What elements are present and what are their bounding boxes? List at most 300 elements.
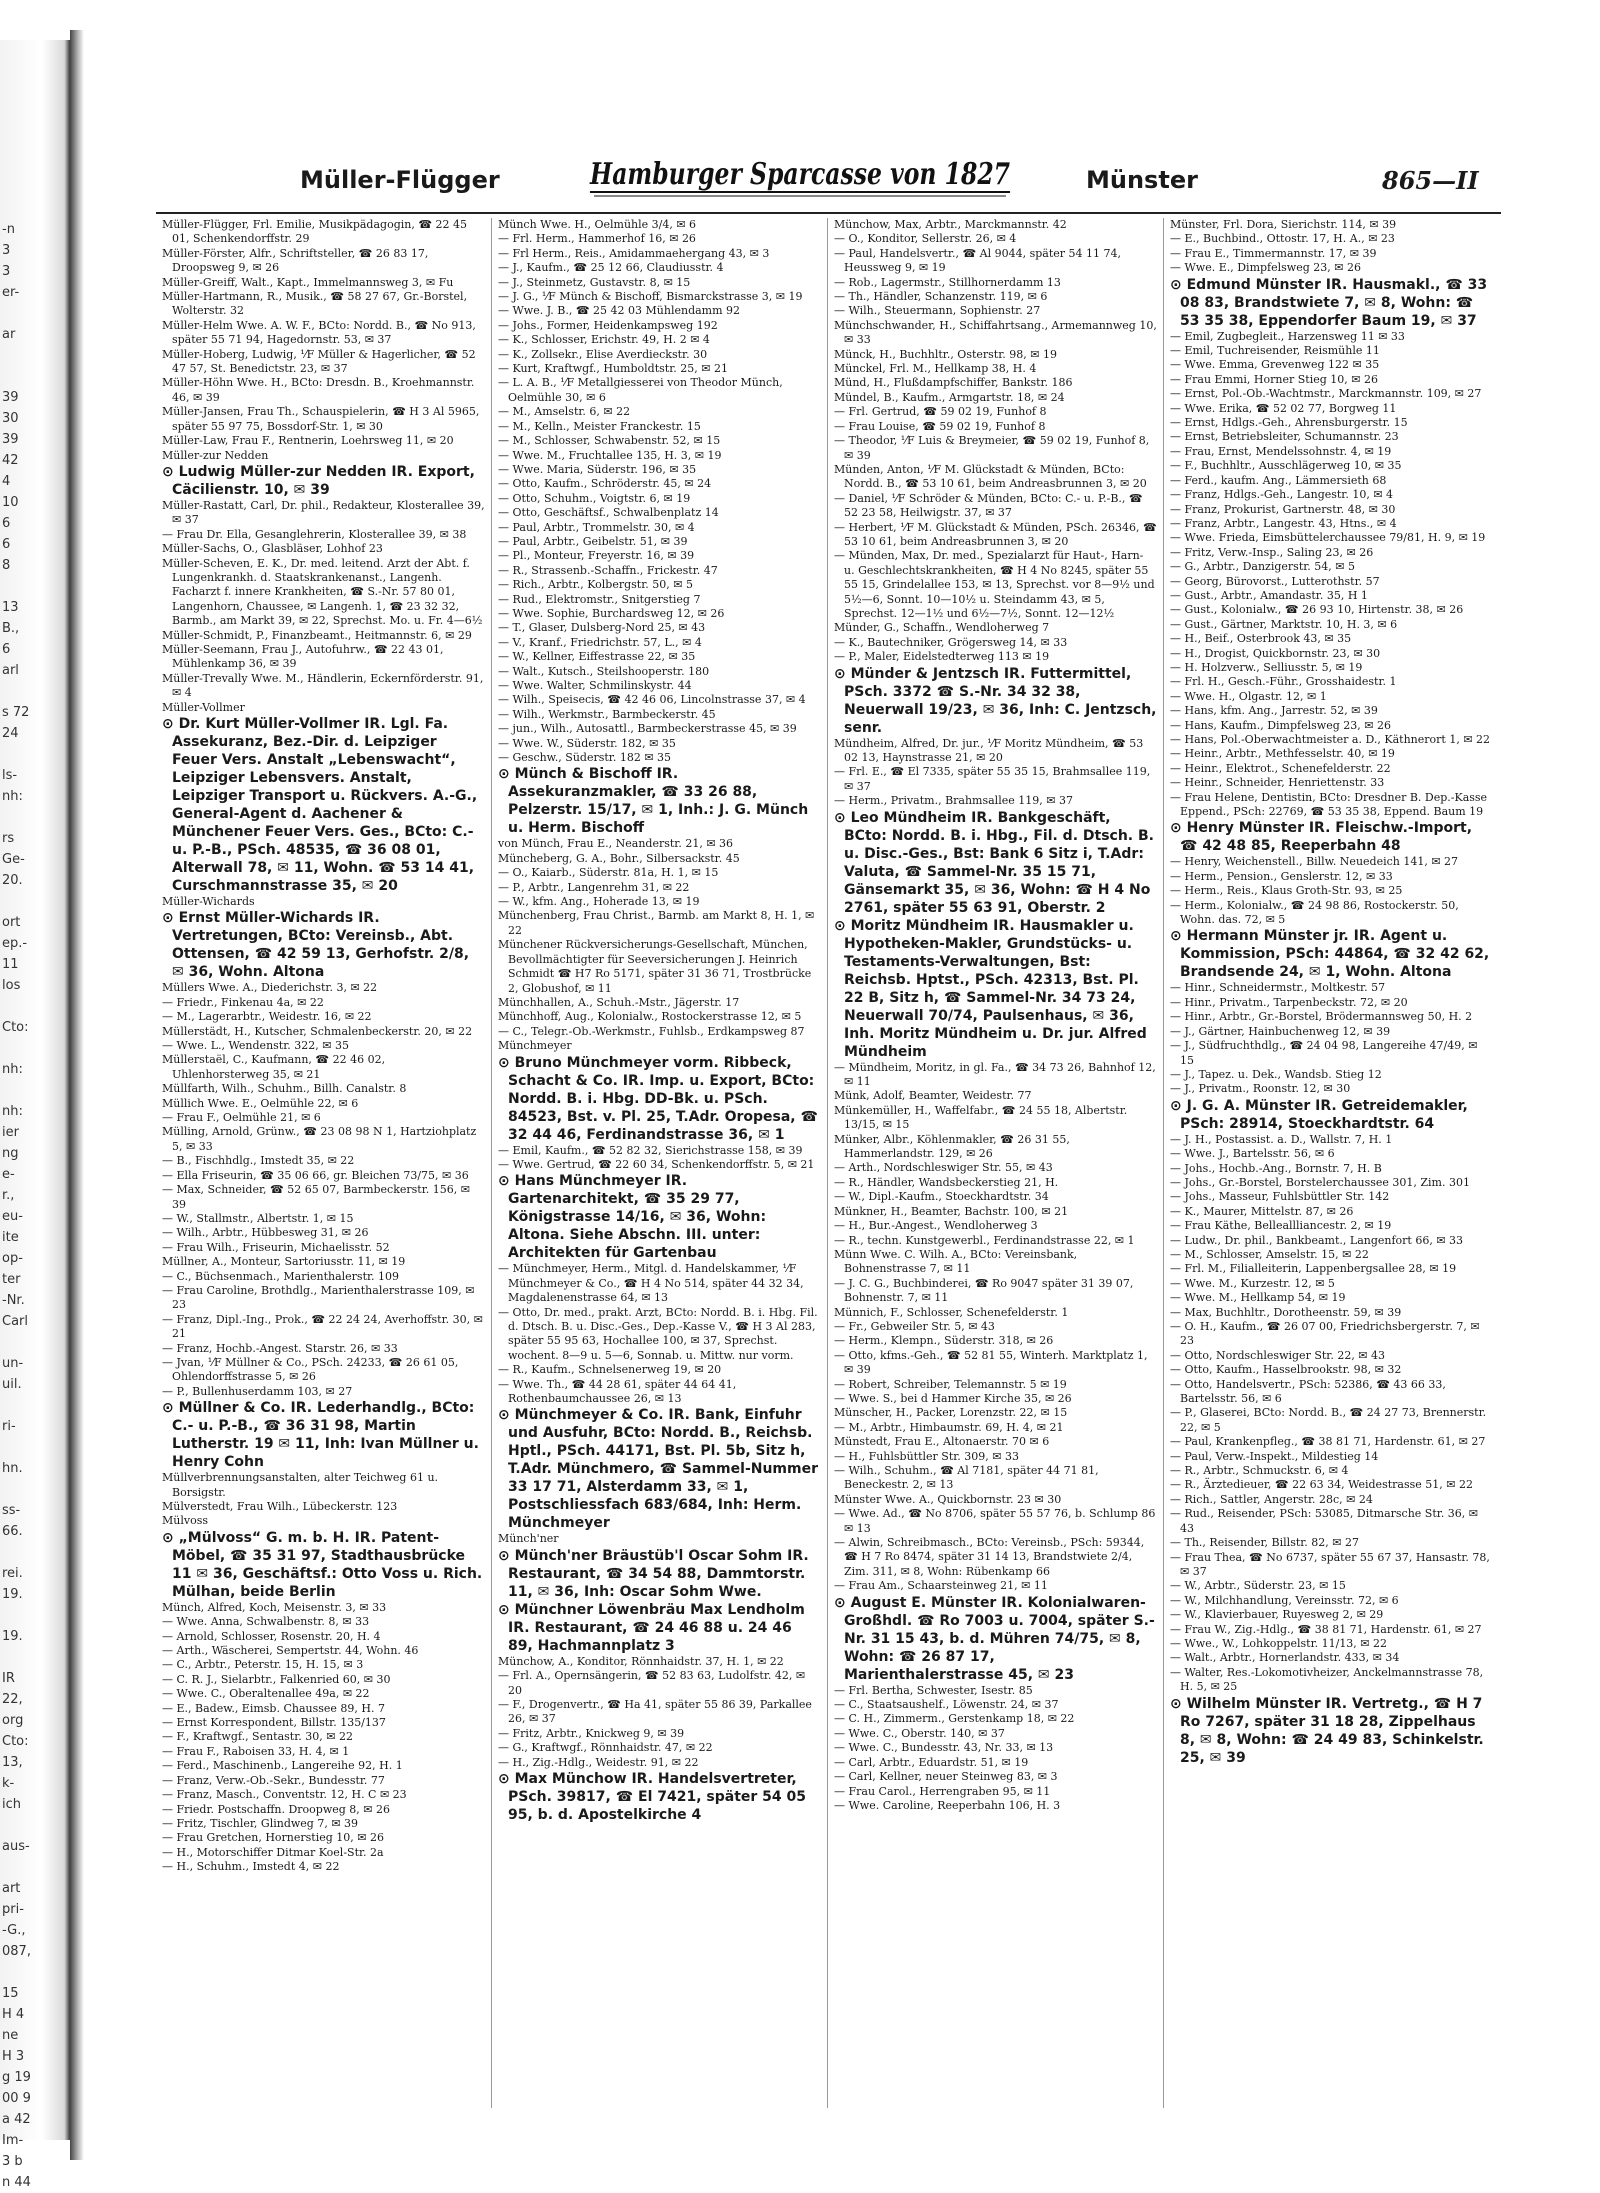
directory-entry: — Theodor, ⅟F Luis & Breymeier, ☎ 59 02 19, Funhof 8, ✉ 39 xyxy=(834,434,1150,462)
entry-columns xyxy=(156,218,1501,2108)
column-2 xyxy=(492,218,828,2108)
directory-entry: — Wwe. Ad., ☎ No 8706, später 55 57 76, b. Schlump 86 ✉ 13 xyxy=(834,1507,1156,1535)
margin-fragment: e- xyxy=(2,1167,15,1182)
directory-entry: — Frau Louise, ☎ 59 02 19, Funhof 8 xyxy=(834,419,1046,433)
directory-entry: — Hinr., Privatm., Tarpenbeckstr. 72, ✉ 20 xyxy=(1170,995,1408,1009)
margin-fragment: 087, xyxy=(2,1944,31,1959)
directory-entry: Münn Wwe. C. Wilh. A., BCto: Vereinsbank, Bohnenstrasse 7, ✉ 11 xyxy=(834,1247,1078,1276)
directory-entry: — Mündheim, Moritz, in gl. Fa., ☎ 34 73 26, Bahnhof 12, ✉ 11 xyxy=(834,1060,1156,1089)
directory-entry: — Walter, Res.-Lokomotivheizer, Anckelmannstrasse 78, H. 5, ✉ 25 xyxy=(1170,1665,1484,1694)
directory-entry: — Henry, Weichenstell., Billw. Neuedeich 141, ✉ 27 xyxy=(1170,855,1459,869)
margin-fragment: rs xyxy=(2,831,15,846)
directory-entry: — V., Kranf., Friedrichstr. 57, L., ✉ 4 xyxy=(498,635,702,649)
directory-entry: — Otto, Handelsvertr., PSch: 52386, ☎ 43 66 33, Bartelsstr. 56, ✉ 6 xyxy=(1170,1377,1446,1406)
directory-entry: — Th., Händler, Schanzenstr. 119, ✉ 6 xyxy=(834,290,1048,304)
directory-entry: Müller-Vollmer xyxy=(162,700,245,714)
directory-entry: Müncheberg, G. A., Bohr., Silbersackstr. 45 xyxy=(498,851,740,865)
directory-entry: — Frau, Ernst, Mendelssohnstr. 4, ✉ 19 xyxy=(1170,444,1392,458)
directory-entry: — Wwe. W., Süderstr. 182, ✉ 35 xyxy=(498,736,676,750)
directory-entry: — Rich., Arbtr., Kolbergstr. 50, ✉ 5 xyxy=(498,578,693,592)
directory-entry: — Franz, Dipl.-Ing., Prok., ☎ 22 24 24, Averhoffstr. 30, ✉ 21 xyxy=(162,1312,483,1341)
directory-entry: — Franz, Hochb.-Angest. Starstr. 26, ✉ 33 xyxy=(162,1341,398,1355)
margin-fragment: aus- xyxy=(2,1839,30,1854)
directory-entry: — Franz, Verw.-Ob.-Sekr., Bundesstr. 77 xyxy=(162,1773,385,1787)
directory-entry: — Pl., Monteur, Freyerstr. 16, ✉ 39 xyxy=(498,549,695,563)
directory-entry: — P., Arbtr., Langenrehm 31, ✉ 22 xyxy=(498,880,690,894)
margin-fragment: Carl xyxy=(2,1314,28,1329)
directory-entry: — Frau F., Raboisen 33, H. 4, ✉ 1 xyxy=(162,1744,350,1758)
directory-entry: Müllers Wwe. A., Diederichstr. 3, ✉ 22 xyxy=(162,981,378,995)
directory-entry: — W., Arbtr., Süderstr. 23, ✉ 15 xyxy=(1170,1579,1346,1593)
directory-entry: — Frau W., Zig.-Hdlg., ☎ 38 81 71, Hardenstr. 61, ✉ 27 xyxy=(1170,1622,1482,1636)
directory-entry: Müllich Wwe. E., Oelmühle 22, ✉ 6 xyxy=(162,1096,359,1110)
directory-entry: — Otto, Geschäftsf., Schwalbenplatz 14 xyxy=(498,506,719,520)
directory-entry: — Emil, Kaufm., ☎ 52 82 32, Sierichstrasse 158, ✉ 39 xyxy=(498,1143,803,1157)
directory-entry: — W., Klavierbauer, Ruyesweg 2, ✉ 29 xyxy=(1170,1608,1384,1622)
directory-entry: — T., Glaser, Dulsberg-Nord 25, ✉ 43 xyxy=(498,621,706,635)
directory-entry: Münchener Rückversicherungs-Gesellschaft, München, Bevollmächtigter für Seeversicherungen J. Heinrich Schmidt ☎ H7 Ro 5171, später 31 36 71, Trostbrücke 2, Globushof, ✉ 11 xyxy=(498,938,812,995)
directory-entry: — W., Dipl.-Kaufm., Stoeckhardtstr. 34 xyxy=(834,1190,1049,1204)
directory-entry: — Wilh., Speisecis, ☎ 42 46 06, Lincolnstrasse 37, ✉ 4 xyxy=(498,693,806,707)
directory-entry: — Fritz, Verw.-Insp., Saling 23, ✉ 26 xyxy=(1170,545,1374,559)
directory-entry: — P., Glaserei, BCto: Nordd. B., ☎ 24 27 73, Brennerstr. 22, ✉ 5 xyxy=(1170,1406,1487,1434)
directory-entry: — Frl. Gertrud, ☎ 59 02 19, Funhof 8 xyxy=(834,405,1047,419)
directory-entry: — Frl. A., Opernsängerin, ☎ 52 83 63, Ludolfstr. 42, ✉ 20 xyxy=(498,1669,806,1697)
page-header xyxy=(86,120,1506,210)
margin-fragment: 3 b xyxy=(2,2154,23,2169)
directory-entry: Müller-Flügger, Frl. Emilie, Musikpädagogin, ☎ 22 45 01, Schenkendorffstr. 29 xyxy=(162,218,468,246)
margin-fragment: IR xyxy=(2,1671,15,1686)
margin-fragment: H 4 xyxy=(2,2007,25,2022)
directory-entry: — Rich., Sattler, Angerstr. 28c, ✉ 24 xyxy=(1170,1492,1373,1506)
directory-entry: — Friedr. Postschaffn. Droopweg 8, ✉ 26 xyxy=(162,1802,391,1816)
directory-entry: Münchmeyer xyxy=(498,1039,572,1053)
directory-entry: — Wwe. C., Bundesstr. 43, Nr. 33, ✉ 13 xyxy=(834,1741,1054,1755)
directory-entry: Münd, H., Flußdampfschiffer, Bankstr. 186 xyxy=(834,376,1073,390)
directory-entry: — Daniel, ⅟F Schröder & Münden, BCto: C.- u. P.-B., ☎ 52 23 58, Heilwigstr. 37, ✉ 37 xyxy=(834,491,1143,520)
directory-entry: ⊙ Max Münchow IR. Handelsvertreter, PSch. 39817, ☎ El 7421, später 54 05 95, b. d. Apostelkirche 4 xyxy=(498,1771,807,1824)
directory-entry: — Frau Helene, Dentistin, BCto: Dresdner B. Dep.-Kasse Eppend., PSch: 22769, ☎ 53 35 38, Eppend. Baum 19 xyxy=(1170,790,1488,819)
directory-entry: — G., Arbtr., Danzigerstr. 54, ✉ 5 xyxy=(1170,560,1355,574)
directory-entry: Münstedt, Frau E., Altonaerstr. 70 ✉ 6 xyxy=(834,1435,1050,1449)
directory-entry: — Paul, Krankenpfleg., ☎ 38 81 71, Hardenstr. 61, ✉ 27 xyxy=(1170,1435,1486,1449)
margin-fragment: ri- xyxy=(2,1419,16,1434)
directory-entry: — O., Konditor, Sellerstr. 26, ✉ 4 xyxy=(834,232,1017,246)
directory-entry: — Herm., Pension., Genslerstr. 12, ✉ 33 xyxy=(1170,869,1393,883)
margin-fragment: -G., xyxy=(2,1923,26,1938)
directory-entry: — Otto, Dr. med., prakt. Arzt, BCto: Nordd. B. i. Hbg. Fil. d. Dtsch. B. u. Disc.-Ges., Dep.-Kasse V., ☎ H 3 Al 283, später 55 95 63, Hochallee 100, ✉ 37, Sprechst. wochent. 8—9 u. 5—6, Sonnab. u. Mittw. nur vorm. xyxy=(498,1305,818,1362)
margin-fragment: art xyxy=(2,1881,21,1896)
directory-entry: — E., Buchbind., Ottostr. 17, H. A., ✉ 23 xyxy=(1170,232,1395,246)
directory-entry: — Wwe. J. B., ☎ 25 42 03 Mühlendamm 92 xyxy=(498,304,741,318)
directory-entry: — Frau Carol., Herrengraben 95, ✉ 11 xyxy=(834,1784,1051,1798)
margin-fragment: hn. xyxy=(2,1461,23,1476)
directory-entry: Müller-Seemann, Frau J., Autofuhrw., ☎ 22 43 01, Mühlenkamp 36, ✉ 39 xyxy=(162,642,444,671)
directory-entry: — Johs., Masseur, Fuhlsbüttler Str. 142 xyxy=(1170,1190,1390,1204)
directory-entry: — B., Fischhdlg., Imstedt 35, ✉ 22 xyxy=(162,1154,355,1168)
directory-entry: ⊙ „Mülvoss“ G. m. b. H. IR. Patent-Möbel, ☎ 35 31 97, Stadthausbrücke 11 ✉ 36, Geschäftsf.: Otto Voss u. Rich. Mülhan, beide Berlin xyxy=(162,1529,483,1600)
directory-entry: — W., Kellner, Eiffestrasse 22, ✉ 35 xyxy=(498,650,696,664)
margin-fragment: 39 xyxy=(2,432,19,447)
directory-entry: — Herm., Privatm., Brahmsallee 119, ✉ 37 xyxy=(834,794,1073,808)
directory-entry: Müller-zur Nedden xyxy=(162,448,269,462)
directory-entry: — Wwe. S., bei d Hammer Kirche 35, ✉ 26 xyxy=(834,1391,1072,1405)
margin-fragment: ls- xyxy=(2,768,18,783)
directory-entry: — Franz, Prokurist, Gartnerstr. 48, ✉ 30 xyxy=(1170,502,1396,516)
directory-entry: ⊙ Münchmeyer & Co. IR. Bank, Einfuhr und Ausfuhr, BCto: Nordd. B., Reichsb. Hptl., PSch. 44171, Bst. Pl. 5b, Sitz h, T.Adr. Münchmero, ☎ Sammel-Nummer 33 17 71, Alsterdamm 33, ✉ 1, Postschliessfach 683/684, Inh: Herm. Münchmeyer xyxy=(498,1407,819,1532)
directory-entry: — Carl, Arbtr., Eduardstr. 51, ✉ 19 xyxy=(834,1755,1029,1769)
directory-entry: — R., Ärztedieuer, ☎ 22 63 34, Weidestrasse 51, ✉ 22 xyxy=(1170,1478,1473,1492)
directory-entry: Münk, Adolf, Beamter, Weidestr. 77 xyxy=(834,1089,1032,1103)
directory-entry: — Kurt, Kraftwgf., Humboldtstr. 25, ✉ 21 xyxy=(498,362,728,376)
directory-entry: — Ferd., Maschinenb., Langereihe 92, H. 1 xyxy=(162,1759,403,1773)
column-3 xyxy=(828,218,1164,2108)
directory-entry: — Rud., Reisender, PSch: 53085, Ditmarsche Str. 36, ✉ 43 xyxy=(1170,1507,1479,1535)
directory-entry: — Jvan, ⅟F Müllner & Co., PSch. 24233, ☎ 26 61 05, Ohlendorffstrasse 5, ✉ 26 xyxy=(162,1355,459,1384)
margin-fragment: nh: xyxy=(2,789,23,804)
directory-entry: — Heinr., Arbtr., Methfesselstr. 40, ✉ 19 xyxy=(1170,747,1395,761)
directory-entry: Müller-Hartmann, R., Musik., ☎ 58 27 67, Gr.-Borstel, Wolterstr. 32 xyxy=(162,290,468,318)
directory-entry: — E., Badew., Eimsb. Chaussee 89, H. 7 xyxy=(162,1701,385,1715)
directory-entry: ⊙ August E. Münster IR. Kolonialwaren-Großhdl. ☎ Ro 7003 u. 7004, später S.-Nr. 31 15 43, b. d. Mühren 74/75, ✉ 8, Wohn: ☎ 26 87 17, Marienthalerstrasse 45, ✉ 23 xyxy=(834,1594,1155,1683)
directory-entry: von Münch, Frau E., Neanderstr. 21, ✉ 36 xyxy=(498,837,734,851)
margin-fragment: 6 xyxy=(2,537,11,552)
directory-entry: ⊙ J. G. A. Münster IR. Getreidemakler, PSch: 28914, Stoeckhardtstr. 64 xyxy=(1170,1097,1468,1132)
directory-entry: — Wwe. M., Kurzestr. 12, ✉ 5 xyxy=(1170,1276,1335,1290)
directory-entry: — Otto, kfms.-Geh., ☎ 52 81 55, Winterh. Marktplatz 1, ✉ 39 xyxy=(834,1348,1148,1377)
directory-entry: — J., Kaufm., ☎ 25 12 66, Claudiusstr. 4 xyxy=(498,261,724,275)
header-first-name: Müller-Flügger xyxy=(300,166,500,194)
directory-entry: — Wwe. C., Oberaltenallee 49a, ✉ 22 xyxy=(162,1687,370,1701)
margin-fragment: r., xyxy=(2,1188,15,1203)
directory-entry: — Wwe. M., Fruchtallee 135, H. 3, ✉ 19 xyxy=(498,448,722,462)
directory-entry: — jun., Wilh., Autosattl., Barmbeckerstrasse 45, ✉ 39 xyxy=(498,722,797,736)
directory-entry: — Frau Wilh., Friseurin, Michaelisstr. 52 xyxy=(162,1240,390,1254)
directory-entry: — J., Südfruchthdlg., ☎ 24 04 98, Langereihe 47/49, ✉ 15 xyxy=(1170,1039,1478,1067)
directory-entry: — Hinr., Schneidermstr., Moltkestr. 57 xyxy=(1170,981,1386,995)
directory-entry: ⊙ Münder & Jentzsch IR. Futtermittel, PSch. 3372 ☎ S.-Nr. 34 32 38, Neuerwall 19/23, ✉ 36, Inh: C. Jentzsch, senr. xyxy=(834,665,1157,736)
directory-entry: Münck, H., Buchhltr., Osterstr. 98, ✉ 19 xyxy=(834,347,1057,361)
directory-entry: Müller-Förster, Alfr., Schriftsteller, ☎ 26 83 17, Droopsweg 9, ✉ 26 xyxy=(162,246,429,275)
directory-entry: — Frau F., Oelmühle 21, ✉ 6 xyxy=(162,1111,321,1125)
margin-fragment: ter xyxy=(2,1272,21,1287)
directory-entry: — F., Buchhltr., Ausschlägerweg 10, ✉ 35 xyxy=(1170,459,1402,473)
directory-entry: — C., Büchsenmach., Marienthalerstr. 109 xyxy=(162,1269,400,1283)
directory-entry: — C., Telegr.-Ob.-Werkmstr., Fuhlsb., Erdkampsweg 87 xyxy=(498,1024,805,1038)
directory-entry: — R., techn. Kunstgewerbl., Ferdinandstrasse 22, ✉ 1 xyxy=(834,1233,1135,1247)
directory-entry: — Hinr., Arbtr., Gr.-Borstel, Brödermannsweg 50, H. 2 xyxy=(1170,1010,1473,1024)
directory-entry: ⊙ Hermann Münster jr. IR. Agent u. Kommission, PSch: 44864, ☎ 32 42 62, Brandsende 24, ✉ 1, Wohn. Altona xyxy=(1170,928,1490,981)
directory-entry: Müller-Rastatt, Carl, Dr. phil., Redakteur, Klosterallee 39, ✉ 37 xyxy=(162,498,485,527)
margin-fragment: nh: xyxy=(2,1104,23,1119)
binding-shadow xyxy=(70,30,84,2160)
margin-fragment: ng xyxy=(2,1146,19,1161)
directory-entry: Mülvoss xyxy=(162,1514,208,1528)
margin-fragment: ich xyxy=(2,1797,21,1812)
directory-entry: — Frl. E., ☎ El 7335, später 55 35 15, Brahmsallee 119, ✉ 37 xyxy=(834,765,1151,793)
margin-fragment: 3 xyxy=(2,264,11,279)
directory-entry: Münder, G., Schaffn., Wendloherweg 7 xyxy=(834,621,1050,635)
directory-entry: — Gust., Arbtr., Amandastr. 35, H 1 xyxy=(1170,588,1368,602)
directory-entry: — F., Drogenvertr., ☎ Ha 41, später 55 86 39, Parkallee 26, ✉ 37 xyxy=(498,1698,812,1726)
column-4 xyxy=(1164,218,1500,2108)
directory-entry: — Frau Gretchen, Hornerstieg 10, ✉ 26 xyxy=(162,1831,384,1845)
directory-entry: Münster Wwe. A., Quickbornstr. 23 ✉ 30 xyxy=(834,1492,1062,1506)
directory-entry: ⊙ Münch'ner Bräustüb'l Oscar Sohm IR. Restaurant, ☎ 34 54 88, Dammtorstr. 11, ✉ 36, Inh: Oscar Sohm Wwe. xyxy=(498,1547,809,1600)
directory-entry: — M., Arbtr., Himbaumstr. 69, H. 4, ✉ 21 xyxy=(834,1420,1064,1434)
directory-entry: — Herm., Klempn., Süderstr. 318, ✉ 26 xyxy=(834,1334,1054,1348)
directory-entry: — Fr., Gebweiler Str. 5, ✉ 43 xyxy=(834,1319,995,1333)
directory-entry: — R., Strassenb.-Schaffn., Frickestr. 47 xyxy=(498,563,718,577)
directory-entry: — Max, Buchhltr., Dorotheenstr. 59, ✉ 39 xyxy=(1170,1305,1402,1319)
directory-entry: — Otto, Kaufm., Schröderstr. 45, ✉ 24 xyxy=(498,477,712,491)
margin-fragment: 24 xyxy=(2,726,19,741)
directory-entry: Müller-Schmidt, P., Finanzbeamt., Heitmannstr. 6, ✉ 29 xyxy=(162,628,472,642)
directory-entry: — Fritz, Arbtr., Knickweg 9, ✉ 39 xyxy=(498,1726,685,1740)
directory-entry: — H., Drogist, Quickbornstr. 23, ✉ 30 xyxy=(1170,646,1381,660)
directory-entry: — Frau E., Timmermannstr. 17, ✉ 39 xyxy=(1170,246,1377,260)
directory-entry: — Frau Caroline, Brothdlg., Marienthalerstrasse 109, ✉ 23 xyxy=(162,1283,475,1312)
margin-fragment: 15 xyxy=(2,1986,19,2001)
directory-entry: ⊙ Wilhelm Münster IR. Vertretg., ☎ H 7 Ro 7267, später 31 18 28, Zippelhaus 8, ✉ 8, Wohn: ☎ 24 49 83, Schinkelstr. 25, ✉ 39 xyxy=(1170,1695,1484,1766)
margin-fragment: 39 xyxy=(2,390,19,405)
directory-entry: — Ernst, Betriebsleiter, Schumannstr. 23 xyxy=(1170,430,1399,444)
margin-fragment: ar xyxy=(2,327,16,342)
directory-entry: — Wwe. Emma, Grevenweg 122 ✉ 35 xyxy=(1170,358,1380,372)
margin-fragment: 66. xyxy=(2,1524,23,1539)
directory-entry: Müllverbrennungsanstalten, alter Teichweg 61 u. Borsigstr. xyxy=(162,1471,439,1499)
directory-entry: — Münchmeyer, Herm., Mitgl. d. Handelskammer, ⅟F Münchmeyer & Co., ☎ H 4 No 514, später 44 32 34, Magdalenenstrasse 64, ✉ 13 xyxy=(498,1262,804,1305)
directory-entry: Müller-Helm Wwe. A. W. F., BCto: Nordd. B., ☎ No 913, später 55 71 94, Hagedornstr. 53, ✉ 37 xyxy=(162,318,476,347)
margin-fragment: pri- xyxy=(2,1902,24,1917)
directory-entry: — Hans, kfm. Ang., Jarrestr. 52, ✉ 39 xyxy=(1170,704,1378,718)
margin-fragment: op- xyxy=(2,1251,23,1266)
directory-entry: — Wilh., Arbtr., Hübbesweg 31, ✉ 26 xyxy=(162,1226,369,1240)
directory-entry: Münden, Anton, ⅟F M. Glückstadt & Münden, BCto: Nordd. B., ☎ 53 10 61, beim Andreasbrunnen 3, ✉ 20 xyxy=(834,462,1147,491)
directory-entry: — Frl Herm., Reis., Amidammaehergang 43, ✉ 3 xyxy=(498,246,770,260)
directory-entry: — Ernst Korrespondent, Billstr. 135/137 xyxy=(162,1716,386,1730)
directory-entry: — Hans, Pol.-Oberwachtmeister a. D., Käthnerort 1, ✉ 22 xyxy=(1170,733,1491,746)
margin-fragment: Ge- xyxy=(2,852,25,867)
directory-entry: — Frau Am., Schaarsteinweg 21, ✉ 11 xyxy=(834,1579,1048,1593)
directory-entry: — Wilh., Werkmstr., Barmbeckerstr. 45 xyxy=(498,707,716,721)
margin-fragment: 20. xyxy=(2,873,23,888)
directory-entry: — Wilh., Steuermann, Sophienstr. 27 xyxy=(834,304,1041,318)
directory-entry: Mündel, B., Kaufm., Armgartstr. 18, ✉ 24 xyxy=(834,390,1065,404)
sparcasse-logo xyxy=(586,142,1026,202)
directory-entry: ⊙ Ernst Müller-Wichards IR. Vertretungen, BCto: Vereinsb., Abt. Ottensen, ☎ 42 59 13, Gerhofstr. 2/8, ✉ 36, Wohn. Altona xyxy=(162,910,470,981)
directory-entry: ⊙ Münch & Bischoff IR. Assekuranzmakler, ☎ 33 26 88, Pelzerstr. 15/17, ✉ 1, Inh.: J. G. Münch u. Herm. Bischoff xyxy=(498,766,809,837)
margin-fragment: 00 9 xyxy=(2,2091,31,2106)
directory-entry: — C. R. J., Sielarbtr., Falkenried 60, ✉ 30 xyxy=(162,1672,391,1686)
directory-entry: Müllerstaël, C., Kaufmann, ☎ 22 46 02, Uhlenhorsterweg 35, ✉ 21 xyxy=(162,1053,386,1081)
directory-entry: — Wwe. C., Oberstr. 140, ✉ 37 xyxy=(834,1726,1005,1740)
directory-entry: — Wwe. Maria, Süderstr. 196, ✉ 35 xyxy=(498,462,697,476)
sparcasse-logo-graphic xyxy=(586,142,1026,202)
directory-entry: — Emil, Tuchreisender, Reismühle 11 xyxy=(1170,344,1380,358)
margin-fragment: 8 xyxy=(2,558,11,573)
directory-entry: — Otto, Schuhm., Voigtstr. 6, ✉ 19 xyxy=(498,491,691,505)
directory-entry: — W., Stallmstr., Albertstr. 1, ✉ 15 xyxy=(162,1211,354,1225)
directory-entry: — Wwe. Erika, ☎ 52 02 77, Borgweg 11 xyxy=(1170,401,1397,415)
directory-entry: — P., Maler, Eidelstedterweg 113 ✉ 19 xyxy=(834,650,1050,664)
directory-entry: — Franz, Arbtr., Langestr. 43, Htns., ✉ 4 xyxy=(1170,516,1397,530)
margin-fragment: un- xyxy=(2,1356,24,1371)
directory-entry: — H., Motorschiffer Ditmar Koel-Str. 2a xyxy=(162,1845,384,1859)
margin-fragment: 3 xyxy=(2,243,11,258)
directory-entry: — M., Kelln., Meister Franckestr. 15 xyxy=(498,419,701,433)
directory-entry: — Gust., Kolonialw., ☎ 26 93 10, Hirtenstr. 38, ✉ 26 xyxy=(1170,603,1464,617)
margin-fragment: 6 xyxy=(2,516,11,531)
directory-entry: ⊙ Leo Mündheim IR. Bankgeschäft, BCto: Nordd. B. i. Hbg., Fil. d. Dtsch. B. u. Disc.-Ges., Bst: Bank 6 Sitz i, T.Adr: Valuta, ☎ Sammel-Nr. 35 15 71, Gänsemarkt 35, ✉ 36, Wohn: ☎ H 4 No 2761, später 55 63 91, Oberstr. 2 xyxy=(834,809,1154,916)
directory-entry: — J., Gärtner, Hainbuchenweg 12, ✉ 39 xyxy=(1170,1024,1391,1038)
directory-entry: Münch, Alfred, Koch, Meisenstr. 3, ✉ 33 xyxy=(162,1600,387,1614)
directory-entry: Mündheim, Alfred, Dr. jur., ⅟F Moritz Mündheim, ☎ 53 02 13, Haynstrasse 21, ✉ 20 xyxy=(834,736,1144,764)
directory-entry: ⊙ Moritz Mündheim IR. Hausmakler u. Hypotheken-Makler, Grundstücks- u. Testaments-Verwaltungen, Bst: Reichsb. Hptst., PSch. 42313, Bst. Pl. 22 B, Sitz h, ☎ Sammel-Nr. 34 73 24, Neuerwall 70/74, Paulsenhaus, ✉ 36, Inh. Moritz Mündheim u. Dr. jur. Alfred Mündheim xyxy=(834,917,1147,1060)
directory-entry: — Franz, Masch., Conventstr. 12, H. C ✉ 23 xyxy=(162,1788,407,1802)
directory-entry: Münchschwander, H., Schiffahrtsang., Armemannweg 10, ✉ 33 xyxy=(834,318,1157,347)
directory-entry: ⊙ Edmund Münster IR. Hausmakl., ☎ 33 08 83, Brandstwiete 7, ✉ 8, Wohn: ☎ 53 35 38, Eppendorfer Baum 19, ✉ 37 xyxy=(1170,276,1488,329)
directory-entry: — R., Arbtr., Schmuckstr. 6, ✉ 4 xyxy=(1170,1464,1349,1478)
header-last-name: Münster xyxy=(1086,166,1198,194)
directory-entry: — H., Schuhm., Imstedt 4, ✉ 22 xyxy=(162,1860,340,1874)
directory-entry: — Heinr., Schneider, Henriettenstr. 33 xyxy=(1170,776,1385,790)
margin-fragment: 13 xyxy=(2,600,19,615)
directory-entry: — Wwe. Gertrud, ☎ 22 60 34, Schenkendorffstr. 5, ✉ 21 xyxy=(498,1157,815,1171)
directory-entry: — K., Schlosser, Erichstr. 49, H. 2 ✉ 4 xyxy=(498,333,710,347)
margin-fragment: 42 xyxy=(2,453,19,468)
margin-fragment: -Nr. xyxy=(2,1293,25,1308)
directory-entry: — Otto, Kaufm., Hasselbrookstr. 98, ✉ 32 xyxy=(1170,1363,1402,1377)
directory-entry: Münscher, H., Packer, Lorenzstr. 22, ✉ 15 xyxy=(834,1406,1068,1420)
directory-entry: — Wwe. Anna, Schwalbenstr. 8, ✉ 33 xyxy=(162,1615,370,1629)
directory-entry: Münchhoff, Aug., Kolonialw., Rostockerstrasse 12, ✉ 5 xyxy=(498,1010,802,1024)
margin-fragment: s 72 xyxy=(2,705,30,720)
directory-entry: — R., Händler, Wandsbeckerstieg 21, H. xyxy=(834,1175,1059,1189)
margin-fragment: g 19 xyxy=(2,2070,31,2085)
directory-entry: — Frl. Bertha, Schwester, Isestr. 85 xyxy=(834,1683,1033,1697)
directory-entry: — J. G., ⅟F Münch & Bischoff, Bismarckstrasse 3, ✉ 19 xyxy=(498,290,803,304)
directory-entry: Müllerstädt, H., Kutscher, Schmalenbeckerstr. 20, ✉ 22 xyxy=(162,1024,473,1038)
margin-fragment: eu- xyxy=(2,1209,23,1224)
directory-entry: — Wwe. J., Bartelsstr. 56, ✉ 6 xyxy=(1170,1147,1335,1161)
directory-entry: — Frau Emmi, Horner Stieg 10, ✉ 26 xyxy=(1170,372,1378,386)
directory-entry: Mülverstedt, Frau Wilh., Lübeckerstr. 123 xyxy=(162,1500,398,1513)
margin-fragment: Im- xyxy=(2,2133,24,2148)
directory-entry: Müller-Sachs, O., Glasbläser, Lohhof 23 xyxy=(162,542,383,556)
margin-fragment: ne xyxy=(2,2028,19,2043)
margin-fragment: 30 xyxy=(2,411,19,426)
directory-entry: — Wwe. Th., ☎ 44 28 61, später 44 64 41, Rothenbaumchaussee 26, ✉ 13 xyxy=(498,1377,737,1405)
directory-entry: — Wwe. H., Olgastr. 12, ✉ 1 xyxy=(1170,689,1327,703)
directory-entry: — Rob., Lagermstr., Stillhornerdamm 13 xyxy=(834,275,1061,289)
directory-entry: ⊙ Hans Münchmeyer IR. Gartenarchitekt, ☎ 35 29 77, Königstrasse 14/16, ✉ 36, Wohn: Altona. Siehe Abschn. III. unter: Architekten für Gartenbau xyxy=(498,1173,767,1262)
directory-entry: — F., Kraftwgf., Sentastr. 30, ✉ 22 xyxy=(162,1730,353,1744)
directory-entry: Müller-Greiff, Walt., Kapt., Immelmannsweg 3, ✉ Fu xyxy=(162,275,454,289)
directory-entry: — K., Bautechniker, Grögersweg 14, ✉ 33 xyxy=(834,635,1068,649)
directory-entry: — Geschw., Süderstr. 182 ✉ 35 xyxy=(498,751,672,765)
directory-entry: — C., Staatsaushelf., Löwenstr. 24, ✉ 37 xyxy=(834,1698,1059,1712)
directory-entry: — Th., Reisender, Billstr. 82, ✉ 27 xyxy=(1170,1536,1359,1550)
directory-entry: — Wwe. E., Dimpfelsweg 23, ✉ 26 xyxy=(1170,261,1361,275)
directory-entry: — Georg, Bürovorst., Lutterothstr. 57 xyxy=(1170,574,1380,588)
directory-entry: — Arth., Nordschleswiger Str. 55, ✉ 43 xyxy=(834,1161,1053,1175)
directory-entry: — Hans, Kaufm., Dimpfelsweg 23, ✉ 26 xyxy=(1170,718,1391,732)
directory-entry: — Johs., Gr.-Borstel, Borstelerchaussee 301, Zim. 301 xyxy=(1170,1175,1470,1189)
directory-entry: — M., Schlosser, Amselstr. 15, ✉ 22 xyxy=(1170,1247,1369,1261)
margin-fragment: 10 xyxy=(2,495,19,510)
directory-entry: — Johs., Former, Heidenkampsweg 192 xyxy=(498,318,718,332)
margin-fragment: ss- xyxy=(2,1503,21,1518)
directory-entry: — Ernst, Pol.-Ob.-Wachtmstr., Marckmannstr. 109, ✉ 27 xyxy=(1170,387,1482,401)
directory-entry: — C. H., Zimmerm., Gerstenkamp 18, ✉ 22 xyxy=(834,1712,1075,1726)
margin-fragment: uil. xyxy=(2,1377,22,1392)
directory-entry: — H., Fuhlsbüttler Str. 309, ✉ 33 xyxy=(834,1449,1019,1463)
directory-entry: — Ludw., Dr. phil., Bankbeamt., Langenfort 66, ✉ 33 xyxy=(1170,1233,1464,1247)
margin-fragment: 19. xyxy=(2,1587,23,1602)
directory-entry: Müller-Scheven, E. K., Dr. med. leitend. Arzt der Abt. f. Lungenkrankh. d. Staatskrankenanst., Langenh. Facharzt f. innere Krankheiten, ☎ S.-Nr. 57 80 01, Langenhorn, Chaussee, ✉ Langenh. 1, ☎ 23 32 32, Barmb., am Markt 39, ✉ 22, Sprechst. Mo. u. Fr. 4—6½ xyxy=(162,556,483,628)
directory-entry: Münster, Frl. Dora, Sierichstr. 114, ✉ 39 xyxy=(1170,218,1397,231)
margin-fragment: ier xyxy=(2,1125,19,1140)
directory-entry: — Heinr., Elektrot., Schenefelderstr. 22 xyxy=(1170,761,1391,775)
directory-entry: — Paul, Arbtr., Geibelstr. 51, ✉ 39 xyxy=(498,534,688,548)
directory-entry: Münchenberg, Frau Christ., Barmb. am Markt 8, H. 1, ✉ 22 xyxy=(498,909,815,937)
directory-entry: — O. H., Kaufm., ☎ 26 07 00, Friedrichsbergerstr. 7, ✉ 23 xyxy=(1170,1320,1480,1348)
directory-entry: — Frl. Herm., Hammerhof 16, ✉ 26 xyxy=(498,232,696,246)
binding-gutter xyxy=(0,40,70,2140)
margin-fragment: 19. xyxy=(2,1629,23,1644)
directory-entry: ⊙ Münchner Löwenbräu Max Lendholm IR. Restaurant, ☎ 24 46 88 u. 24 46 89, Hachmannplatz 3 xyxy=(498,1601,805,1654)
margin-fragment: ep.- xyxy=(2,936,28,951)
directory-entry: — M., Schlosser, Schwabenstr. 52, ✉ 15 xyxy=(498,434,721,448)
directory-entry: — H. Holzverw., Selliusstr. 5, ✉ 19 xyxy=(1170,660,1363,674)
directory-entry: Müller-Law, Frau F., Rentnerin, Loehrsweg 11, ✉ 20 xyxy=(162,434,454,448)
directory-entry: Mülling, Arnold, Grünw., ☎ 23 08 98 N 1, Hartziohplatz 5, ✉ 33 xyxy=(162,1125,477,1153)
directory-entry: — Wwe. Caroline, Reeperbahn 106, H. 3 xyxy=(834,1798,1061,1812)
directory-entry: — W., kfm. Ang., Hoherade 13, ✉ 19 xyxy=(498,895,700,909)
directory-entry: — Ernst, Hdlgs.-Geh., Ahrensburgerstr. 15 xyxy=(1170,416,1408,430)
directory-entry: Münkner, H., Beamter, Bachstr. 100, ✉ 21 xyxy=(834,1204,1069,1218)
directory-entry: — Frl. H., Gesch.-Führ., Grosshaidestr. 1 xyxy=(1170,675,1397,689)
directory-entry: — H., Beif., Osterbrook 43, ✉ 35 xyxy=(1170,632,1352,646)
directory-entry: — Alwin, Schreibmasch., BCto: Vereinsb., PSch: 59344, ☎ H 7 Ro 8474, später 31 14 13, Brandstwiete 2/4, Zim. 311, ✉ 8, Wohn: Rübenkamp 66 xyxy=(834,1536,1145,1578)
directory-entry: Müller-Jansen, Frau Th., Schauspielerin, ☎ H 3 Al 5965, später 55 97 75, Bossdorf-Str. 1, ✉ 30 xyxy=(162,405,480,433)
directory-entry: — P., Bullenhuserdamm 103, ✉ 27 xyxy=(162,1384,353,1398)
directory-entry: — M., Amselstr. 6, ✉ 22 xyxy=(498,405,631,419)
directory-entry: — Wilh., Schuhm., ☎ Al 7181, später 44 71 81, Beneckestr. 2, ✉ 13 xyxy=(834,1464,1099,1492)
directory-entry: — Emil, Zugbegleit., Harzensweg 11 ✉ 33 xyxy=(1170,329,1405,343)
directory-entry: — Carl, Kellner, neuer Steinweg 83, ✉ 3 xyxy=(834,1770,1058,1784)
directory-entry: — Otto, Nordschleswiger Str. 22, ✉ 43 xyxy=(1170,1348,1386,1362)
directory-entry: — Walt., Kutsch., Steilshooperstr. 180 xyxy=(498,664,710,678)
directory-entry: — Fritz, Tischler, Glindweg 7, ✉ 39 xyxy=(162,1816,359,1830)
margin-fragment: arl xyxy=(2,663,19,678)
directory-entry: — J., Tapez. u. Dek., Wandsb. Stieg 12 xyxy=(1170,1067,1382,1081)
directory-entry: — Ella Friseurin, ☎ 35 06 66, gr. Bleichen 73/75, ✉ 36 xyxy=(162,1168,469,1182)
directory-entry: — Franz, Hdlgs.-Geh., Langestr. 10, ✉ 4 xyxy=(1170,488,1394,502)
directory-entry: — J. C. G., Buchbinderei, ☎ Ro 9047 später 31 39 07, Bohnenstr. 7, ✉ 11 xyxy=(834,1276,1134,1305)
directory-entry: Münch'ner xyxy=(498,1532,559,1546)
margin-fragment: ite xyxy=(2,1230,19,1245)
directory-entry: ⊙ Müllner & Co. IR. Lederhandlg., BCto: C.- u. P.-B., ☎ 36 31 98, Martin Lutherstr. 19 ✉ 11, Inh: Ivan Müllner u. Henry Cohn xyxy=(162,1400,479,1471)
margin-fragment: 13, xyxy=(2,1755,23,1770)
directory-entry: — Arnold, Schlosser, Rosenstr. 20, H. 4 xyxy=(162,1629,381,1643)
directory-entry: ⊙ Bruno Münchmeyer vorm. Ribbeck, Schacht & Co. IR. Imp. u. Export, BCto: Nordd. B. i. Hbg. DD-Bk. u. PSch. 84523, Bst. v. Pl. 25, T.Adr. Oropesa, ☎ 32 44 46, Ferdinandstrasse 36, ✉ 1 xyxy=(498,1054,818,1143)
directory-entry: — Paul, Handelsvertr., ☎ Al 9044, später 54 11 74, Heussweg 9, ✉ 19 xyxy=(834,246,1122,275)
directory-entry: Münchow, A., Konditor, Rönnhaidstr. 37, H. 1, ✉ 22 xyxy=(498,1654,784,1668)
directory-entry: — Wwe., W., Lohkoppelstr. 11/13, ✉ 22 xyxy=(1170,1636,1388,1650)
margin-fragment: nh: xyxy=(2,1062,23,1077)
